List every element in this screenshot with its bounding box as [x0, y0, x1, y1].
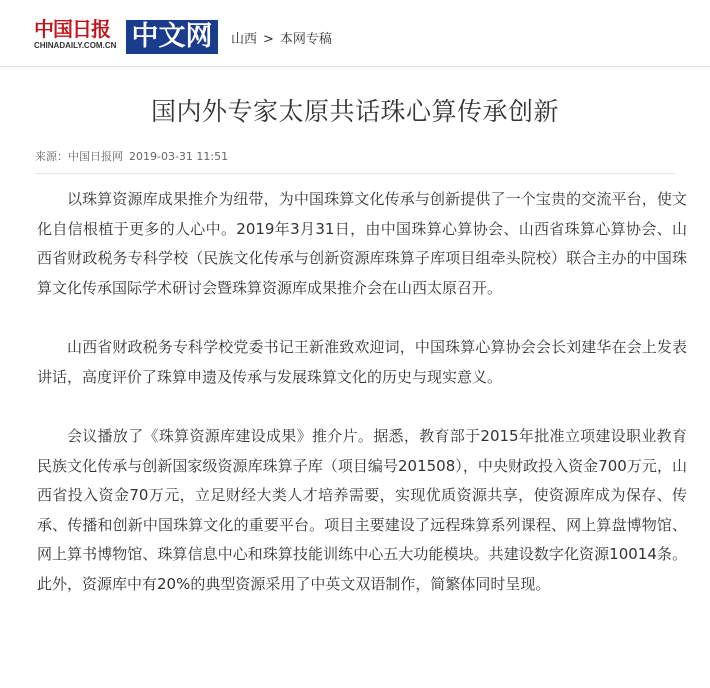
article-paragraph: 山西省财政税务专科学校党委书记王新淮致欢迎词，中国珠算心算协会会长刘建华在会上发表讲话，高度评价了珠算申遗及传承与发展珠算文化的历史与现实意义。 [37, 338, 687, 386]
breadcrumb-original-link[interactable]: 本网专稿 [279, 32, 332, 47]
logo-wordmark [34, 18, 124, 54]
article-datetime: 2019-03-31 11:51 [129, 150, 229, 163]
article-meta [35, 148, 675, 172]
china-daily-logo[interactable] [34, 18, 218, 54]
logo-english-text: CHINADAILY.COM.CN [34, 41, 117, 50]
logo-zhongwenwang-box: 中文网 [126, 20, 218, 54]
logo-chinese-text: 中国日报 [34, 17, 110, 41]
site-header [0, 0, 710, 67]
article-title: 国内外专家太原共话珠心算传承创新 [150, 97, 559, 126]
breadcrumb [231, 28, 332, 47]
article-paragraph: 会议播放了《珠算资源库建设成果》推介片。据悉，教育部于2015年批准立项建设职业教育民族文化传承与创新国家级资源库珠算子库（项目编号201508），中央财政投入资金700万元，山西省投入资金70万元，立足财经大类人才培养需要，实现优质资源共享，使资源库成为保存、传承、传播和创新中国珠算文化的重要平台。项目主要建设了远程珠算系列课程、网上算盘博物馆、网上算书博物馆、珠算信息中心和珠算技能训练中心五大功能模块。共建设数字化资源10014条。此外，资源库中有20%的典型资源采用了中英文双语制作，简繁体同时呈现。 [37, 427, 687, 593]
article-paragraph: 以珠算资源库成果推介为纽带，为中国珠算文化传承与创新提供了一个宝贵的交流平台，使文化自信根植于更多的人心中。2019年3月31日，由中国珠算心算协会、山西省珠算心算协会、山西省财政税务专科学校（民族文化传承与创新资源库珠算子库项目组牵头院校）联合主办的中国珠算文化传承国际学术研讨会暨珠算资源库成果推介会在山西太原召开。 [37, 190, 687, 297]
breadcrumb-shanxi-link[interactable]: 山西 [231, 32, 258, 47]
meta-divider [35, 173, 675, 174]
article-body [37, 185, 687, 629]
article-source: 来源：中国日报网 [35, 150, 123, 163]
breadcrumb-separator: > [263, 32, 274, 47]
